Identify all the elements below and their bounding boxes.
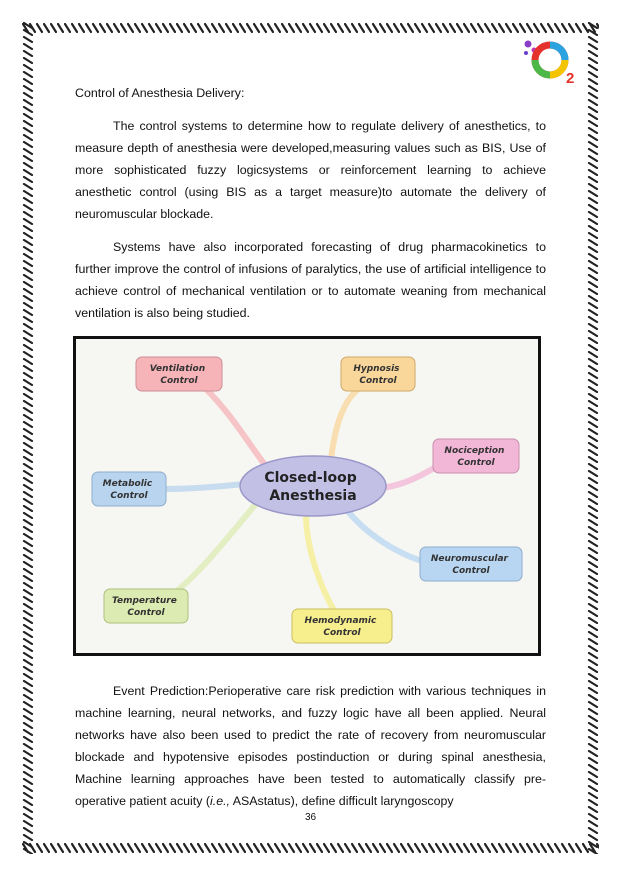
node-nociception-label: Control [457,458,495,468]
paragraph [75,680,546,812]
branch-neuromuscular [346,509,431,564]
paragraph-text: Event Prediction:Perioperative care risk prediction with various techniques in machine learning, neural networks, and fuzzy logic have all been applied. Neural networks have also been used to predict the rate of recovery from neuromuscular blockade and hypotensive episodes postinduction or during spinal anesthesia, Machine learning approaches have been tested to automatically classify pre-operative patient acuity ( [75,684,546,808]
right-rope-border [587,22,599,854]
logo-subscript: 2 [566,70,575,86]
node-metabolic-label: Control [110,491,148,501]
node-hemodynamic-label: Control [323,628,361,638]
node-hemodynamic-label: Hemodynamic [304,616,377,626]
page-number: 36 [304,812,317,823]
o2-logo [520,36,580,86]
branch-hypnosis [331,384,366,459]
node-hypnosis-label: Hypnosis [353,364,400,374]
branch-hemodynamic [306,514,336,614]
section-heading: Control of Anesthesia Delivery: [75,86,245,100]
node-hypnosis-label: Control [359,376,397,386]
center-label-line1: Closed-loop [264,470,357,486]
node-neuromuscular-label: Control [452,566,490,576]
branch-metabolic [164,484,244,489]
left-rope-border [22,22,34,854]
node-nociception-label: Nociception [444,446,505,456]
node-temperature-label: Control [127,608,165,618]
closed-loop-anesthesia-diagram [73,336,541,656]
paragraph: The control systems to determine how to regulate delivery of anesthetics, to measure depth of anesthesia were developed,measuring values such as BIS, Use of more sophisticated fuzzy logicsystems or reinforcement learning to achieve anesthetic control (using BIS as a target measure)to automate the delivery of neuromuscular blockade. [75,119,546,221]
branch-temperature [166,504,256,599]
top-rope-border [22,22,599,34]
node-ventilation-label: Ventilation [149,364,206,374]
paragraph: Systems have also incorporated forecasting of drug pharmacokinetics to further improve the control of infusions of paralytics, the use of artificial intelligence to achieve control of mechanical ventilation or to automate weaning from mechanical ventilation is also being studied. [75,240,546,320]
center-node [240,456,386,516]
paragraph-text: ASAstatus), define difficult laryngoscopy [229,794,454,808]
center-label-line2: Anesthesia [269,488,357,504]
paragraph-italic: i.e., [210,794,230,808]
logo-bubble [524,51,528,55]
node-ventilation-label: Control [160,376,198,386]
bottom-rope-border [22,842,599,854]
node-temperature-label: Temperature [112,596,177,606]
node-metabolic-label: Metabolic [102,479,153,489]
node-neuromuscular-label: Neuromuscular [430,554,509,564]
logo-bubble [525,41,532,48]
